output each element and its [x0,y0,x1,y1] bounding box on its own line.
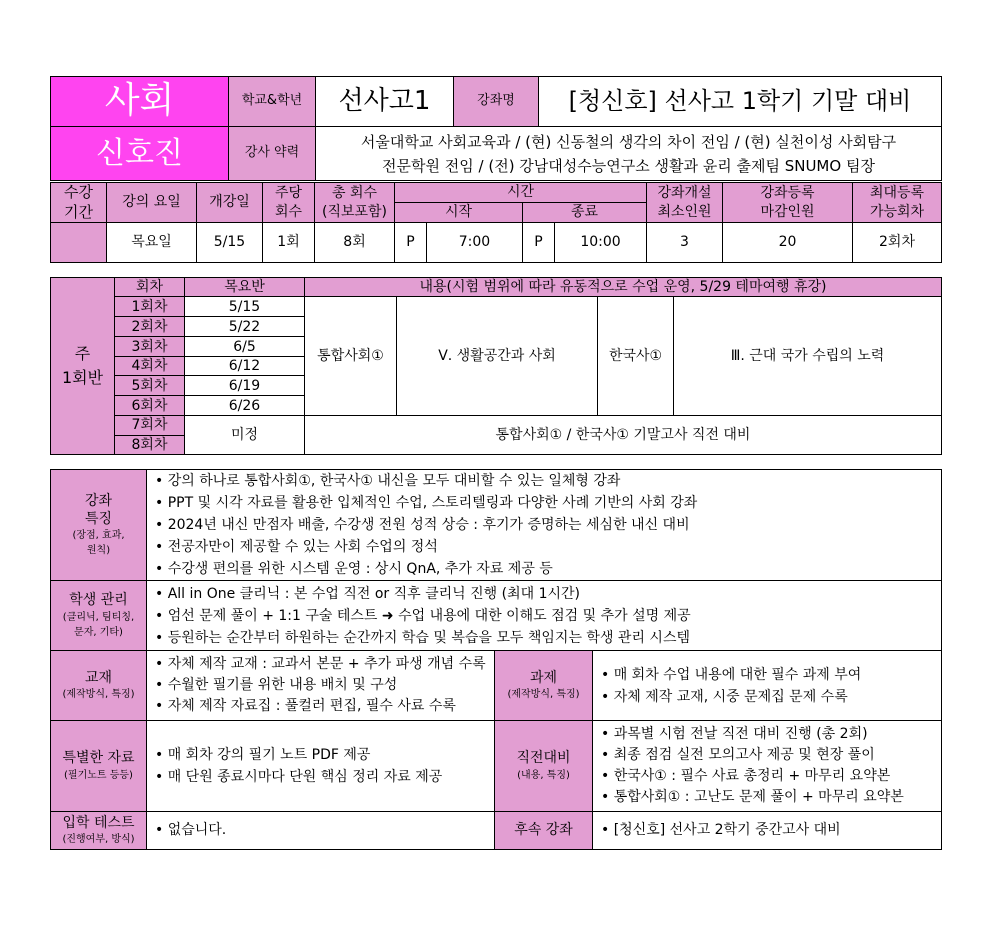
special-item: • 매 회차 강의 필기 노트 PDF 제공 [155,747,371,763]
details-table [50,469,942,850]
period-table [50,182,942,263]
start-ampm: P [395,223,427,263]
session-cell: 4회차 [115,357,185,376]
homework-item: • 매 회차 수업 내용에 대한 필수 과제 부여 [601,666,862,683]
homework-item: • 자체 제작 교재, 시중 문제집 문제 수록 [601,688,848,705]
materials-label: 교재 (제작방식, 특징) [51,651,147,721]
management-item: • 엄선 문제 풀이 + 1:1 구술 테스트 ➜ 수업 내용에 대한 이해도 점검 및 추가 설명 제공 [155,607,691,624]
header-table [50,76,942,181]
teacher-name: 신호진 [51,127,229,181]
weekly-value: 1회 [263,223,315,263]
feature-item: • 전공자만이 제공할 수 있는 사회 수업의 정석 [155,539,438,555]
session-date: 6/12 [185,357,305,376]
start-time: 7:00 [427,223,523,263]
session-date: 6/5 [185,337,305,357]
session-cell: 1회차 [115,297,185,317]
undecided-date: 미정 [185,416,305,454]
materials-item: • 자체 제작 자료집 : 풀컬러 편집, 필수 사료 수록 [155,698,456,714]
feature-item: • 2024년 내신 만점자 배출, 수강생 전원 성적 상승 : 후기가 증명하는 세심한 내신 대비 [155,517,690,533]
session-cell: 5회차 [115,376,185,396]
session-cell: 2회차 [115,317,185,337]
prep-item: • 한국사① : 필수 사료 총정리 + 마무리 요약본 [601,768,891,784]
time-end-header: 종료 [523,203,647,223]
management-list [147,581,942,651]
subject-a: 통합사회① [305,297,397,416]
homework-label: 과제 (제작방식, 특징) [495,651,593,721]
max-reg: 2회차 [853,223,942,263]
prep-list [593,721,942,812]
schedule-label: 주 1회반 [51,278,115,455]
bio-label: 강사 약력 [229,127,316,181]
special-item: • 매 단원 종료시마다 단원 핵심 정리 자료 제공 [155,769,443,785]
start-date-value: 5/15 [197,223,263,263]
time-header: 시간 [395,183,647,203]
max-people: 20 [723,223,853,263]
management-item: • All in One 클리닉 : 본 수업 직전 or 직후 클리닉 진행 (최대 1시간) [155,585,581,602]
max-header: 강좌등록 마감인원 [723,183,853,223]
end-time: 10:00 [555,223,647,263]
materials-item: • 수월한 필기를 위한 내용 배치 및 구성 [155,677,398,693]
feature-item: • 수강생 편의를 위한 시스템 운영 : 상시 QnA, 추가 자료 제공 등 [155,561,553,577]
start-date-header: 개강일 [197,183,263,223]
session-date: 5/15 [185,297,305,317]
total-header: 총 회수 (직보포함) [315,183,395,223]
course-name-label: 강좌명 [454,77,539,127]
features-list [147,470,942,581]
class-header: 목요반 [185,278,305,297]
bio-line-2: 전문학원 전임 / (전) 강남대성수능연구소 생활과 윤리 출제팀 SNUMO 팀장 [382,156,875,175]
content-header: 내용(시험 범위에 따라 유동적으로 수업 운영, 5/29 테마여행 휴강) [305,278,942,297]
bio-text [316,127,942,181]
prep-label: 직전대비 (내용, 특징) [495,721,593,812]
content-a: Ⅴ. 생활공간과 사회 [397,297,598,416]
management-item: • 등원하는 순간부터 하원하는 순간까지 학습 및 복습을 모두 책임지는 학생 관리 시스템 [155,629,690,646]
end-ampm: P [523,223,555,263]
session-cell: 8회차 [115,435,185,454]
entrance-label: 입학 테스트 (진행여부, 방식) [51,812,147,850]
bio-line-1: 서울대학교 사회교육과 / (현) 신동철의 생각의 차이 전임 / (현) 실천이성 사회탐구 [360,132,897,151]
session-date: 5/22 [185,317,305,337]
reg-header: 최대등록 가능회차 [853,183,942,223]
content-b: Ⅲ. 근대 국가 수립의 노력 [674,297,942,416]
session-cell: 6회차 [115,396,185,416]
feature-item: • 강의 하나로 통합사회①, 한국사① 내신을 모두 대비할 수 있는 일체형 강좌 [155,473,621,489]
day-value: 목요일 [107,223,197,263]
session-date: 6/26 [185,396,305,416]
materials-item: • 자체 제작 교재 : 교과서 본문 + 추가 파생 개념 수록 [155,656,486,672]
feature-item: • PPT 및 시각 자료를 활용한 입체적인 수업, 스토리텔링과 다양한 사례 기반의 사회 강좌 [155,495,698,511]
weekly-header: 주당 회수 [263,183,315,223]
final-content: 통합사회① / 한국사① 기말고사 직전 대비 [305,416,942,454]
followup-label: 후속 강좌 [495,812,593,850]
followup-value: • [청신호] 선사고 2학기 중간고사 대비 [593,812,942,850]
session-header: 회차 [115,278,185,297]
time-start-header: 시작 [395,203,523,223]
min-header: 강좌개설 최소인원 [647,183,723,223]
prep-item: • 과목별 시험 전날 직전 대비 진행 (총 2회) [601,726,868,742]
subject-title: 사회 [51,77,229,127]
session-date: 6/19 [185,376,305,396]
school-grade-label: 학교&학년 [229,77,316,127]
schedule-table [50,277,942,455]
prep-item: • 통합사회① : 고난도 문제 풀이 + 마무리 요약본 [601,789,904,805]
total-value: 8회 [315,223,395,263]
special-list [147,721,495,812]
session-cell: 3회차 [115,337,185,357]
features-label: 강좌 특징 (장점, 효과, 원칙) [51,470,147,581]
period-label: 수강 기간 [51,183,107,223]
session-cell: 7회차 [115,416,185,435]
period-label-filler [51,223,107,263]
management-label: 학생 관리 (클리닉, 팀티칭, 문자, 기타) [51,581,147,651]
special-label: 특별한 자료 (필기노트 등등) [51,721,147,812]
min-people: 3 [647,223,723,263]
course-name-value: [청신호] 선사고 1학기 기말 대비 [539,77,942,127]
school-grade-value: 선사고1 [316,77,454,127]
prep-item: • 최종 점검 실전 모의고사 제공 및 현장 풀이 [601,747,875,763]
day-header: 강의 요일 [107,183,197,223]
entrance-value: • 없습니다. [147,812,495,850]
homework-list [593,651,942,721]
materials-list [147,651,495,721]
subject-b: 한국사① [598,297,674,416]
